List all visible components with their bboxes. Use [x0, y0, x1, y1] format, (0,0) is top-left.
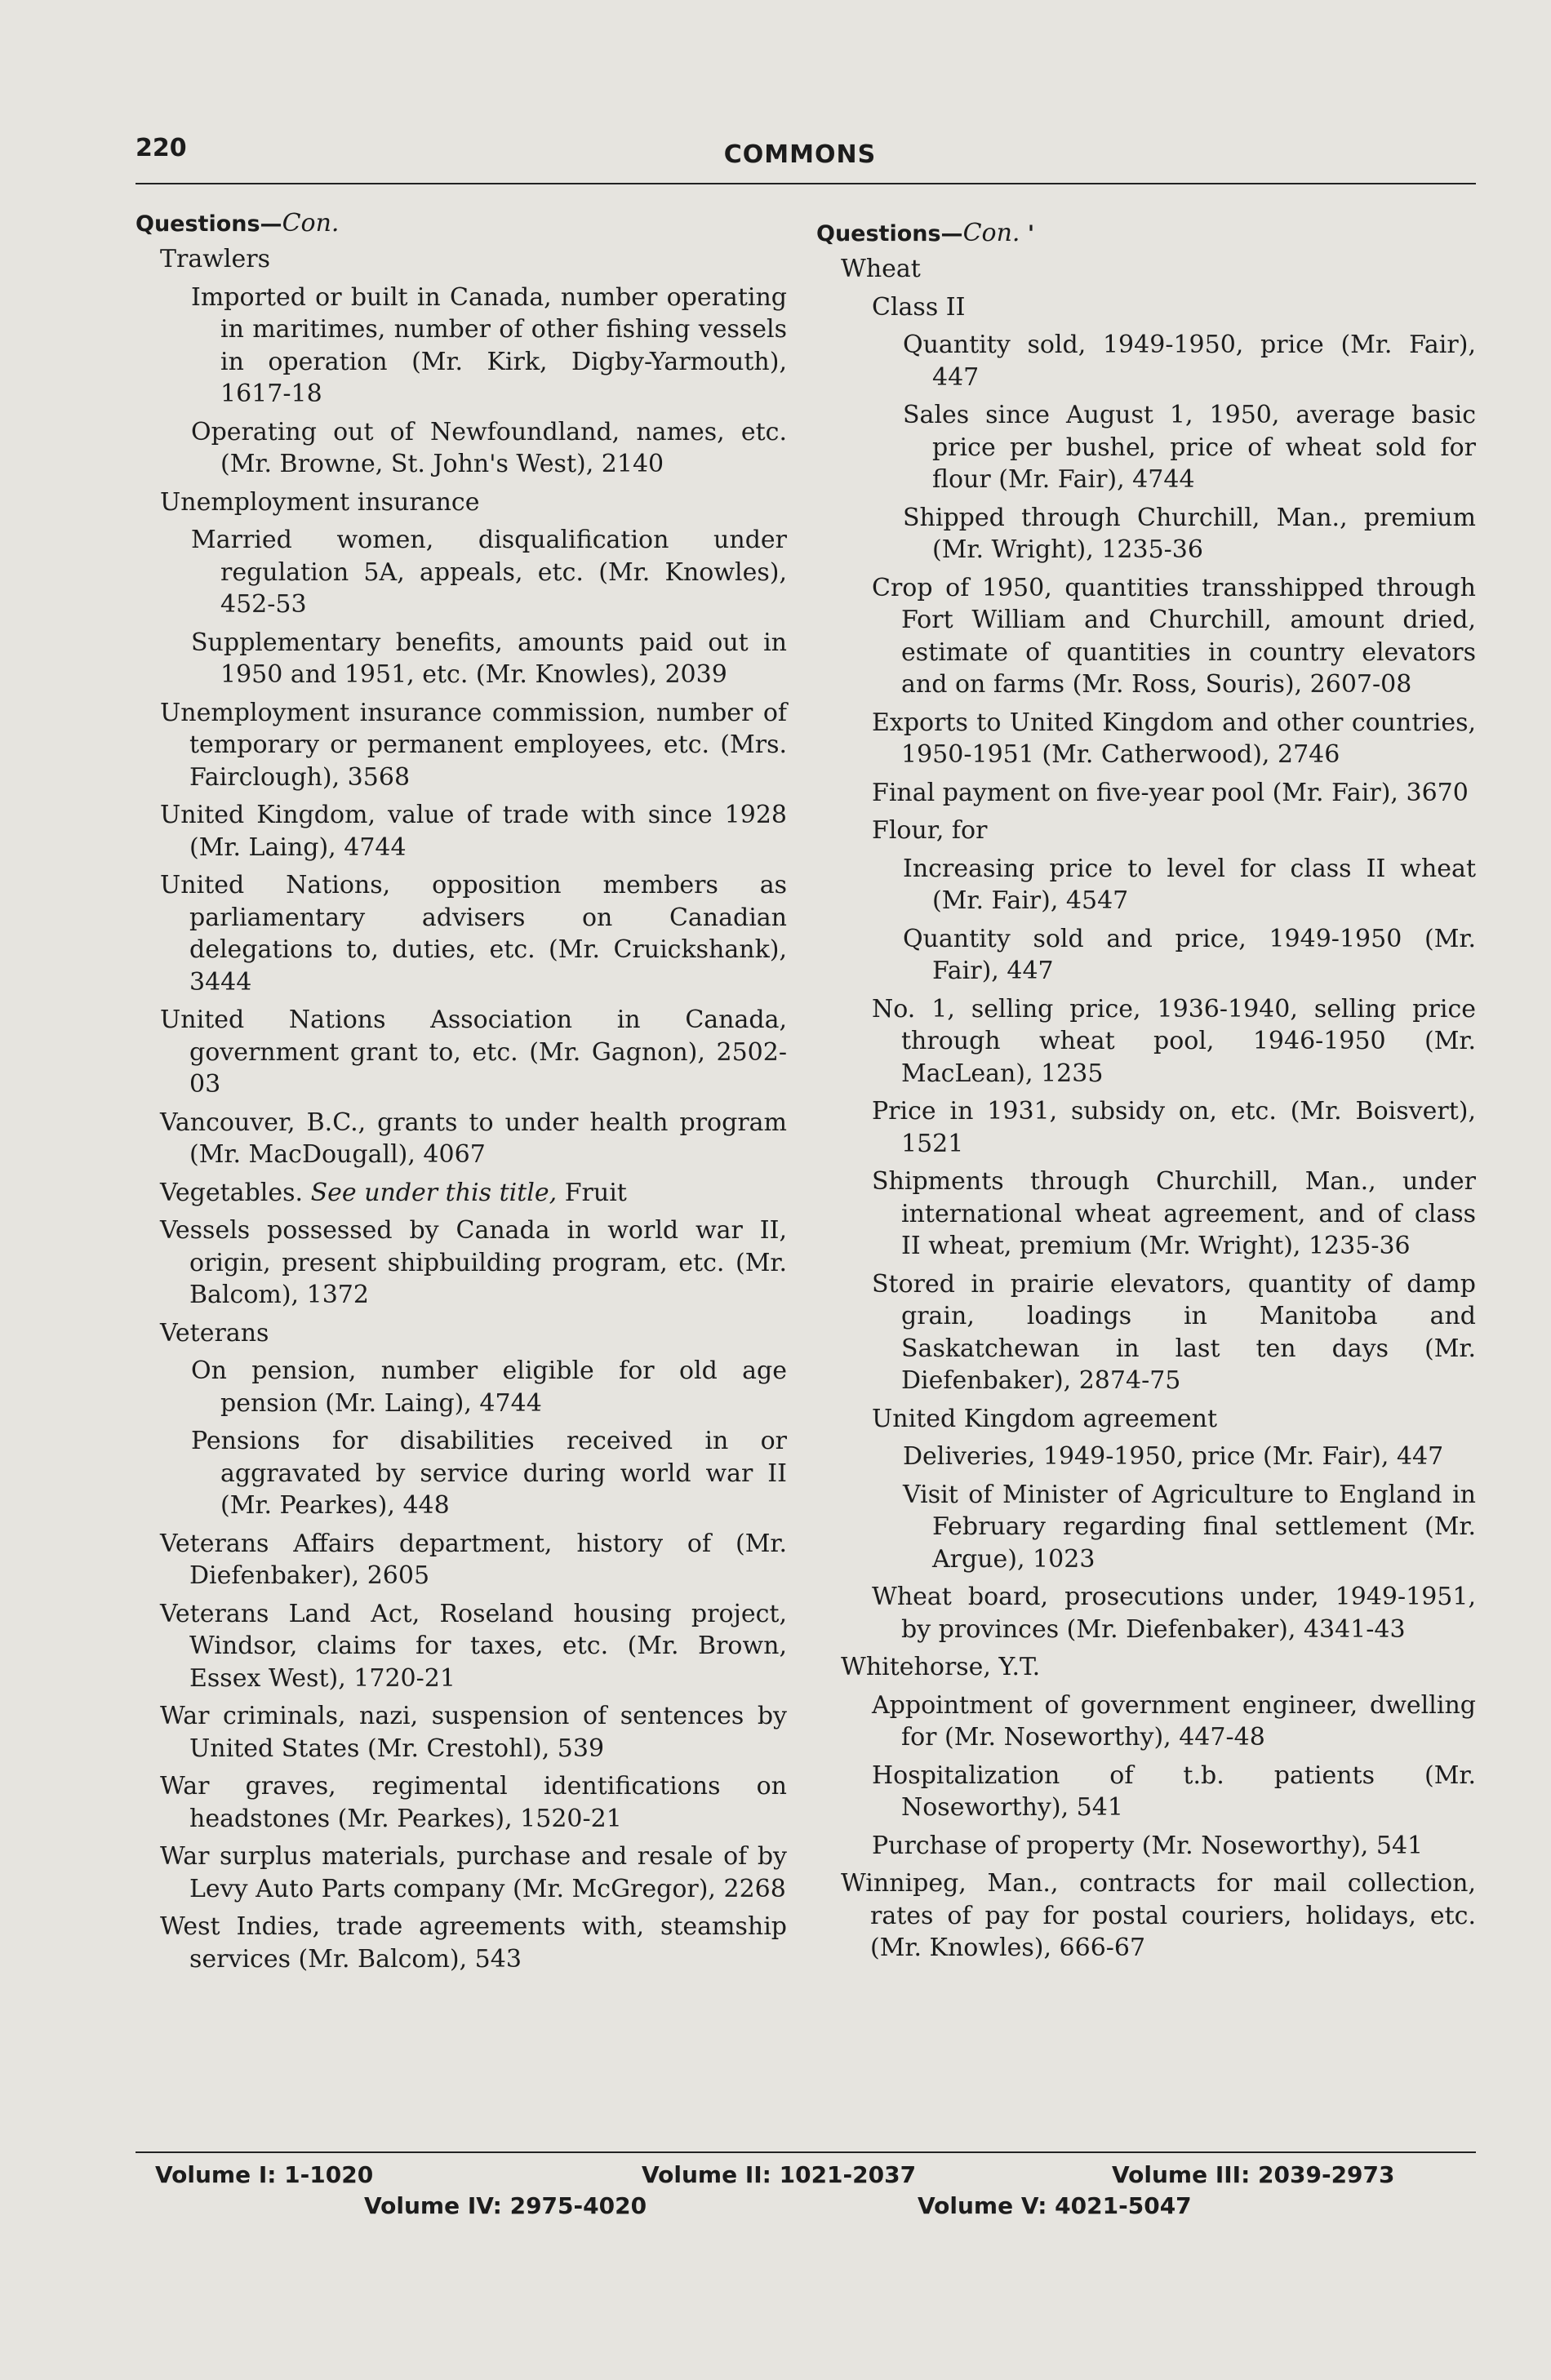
index-entry: [136, 1355, 787, 1419]
index-entry: [816, 1441, 1476, 1473]
entry-text: Veterans: [160, 1318, 269, 1348]
entry-text: Vegetables.: [160, 1178, 304, 1207]
header-rule: [136, 183, 1476, 184]
entry-text: Vancouver, B.C., grants to under health program (Mr. MacDougall), 4067: [160, 1108, 787, 1169]
index-entry: [816, 1651, 1476, 1684]
left-entry-list: [136, 243, 787, 1975]
index-entry: [816, 1268, 1476, 1397]
entry-text: Class II: [872, 292, 966, 322]
entry-text: Hospitalization of t.b. patients (Mr. Noseworthy), 541: [872, 1761, 1476, 1822]
cross-reference: See under this title,: [310, 1178, 558, 1207]
index-entry: [816, 923, 1476, 988]
column-heading: Questions—Con.: [136, 209, 340, 238]
index-entry: [136, 1700, 787, 1765]
entry-text: Veterans Affairs department, history of (Mr. Diefenbaker), 2605: [160, 1529, 787, 1590]
index-entry: [816, 502, 1476, 566]
index-entry: [816, 253, 1476, 286]
index-entry: [816, 1403, 1476, 1436]
index-entry: [816, 1479, 1476, 1576]
entry-text: Vessels possessed by Canada in world war II, origin, present shipbuilding program, etc. (Mr. Balcom), 1372: [160, 1216, 787, 1309]
entry-text: Shipped through Churchill, Man., premium (Mr. Wright), 1235-36: [903, 503, 1476, 564]
entry-text: Price in 1931, subsidy on, etc. (Mr. Boisvert), 1521: [872, 1097, 1476, 1158]
volume-4-range: Volume IV: 2975-4020: [364, 2192, 647, 2219]
entry-text: Wheat: [841, 255, 921, 283]
index-entry: [136, 869, 787, 998]
right-entry-list: [816, 253, 1476, 1965]
index-entry: [136, 1770, 787, 1835]
volume-3-range: Volume III: 2039-2973: [1112, 2161, 1395, 2188]
index-entry: [816, 1690, 1476, 1754]
index-entry: [136, 1598, 787, 1695]
entry-text: United Nations, opposition members as parliamentary advisers on Canadian delegations to, duties, etc. (Mr. Cruickshank), 3444: [160, 871, 787, 997]
entry-text: Purchase of property (Mr. Noseworthy), 541: [872, 1831, 1424, 1860]
index-entry: [816, 329, 1476, 393]
volume-5-range: Volume V: 4021-5047: [918, 2192, 1192, 2219]
index-entry: [816, 853, 1476, 917]
index-entry: [816, 993, 1476, 1090]
index-entry: [136, 1841, 787, 1905]
entry-text: Deliveries, 1949-1950, price (Mr. Fair), 447: [903, 1442, 1444, 1471]
index-entry: [136, 1317, 787, 1350]
index-entry: [136, 1528, 787, 1592]
page-number: 220: [136, 134, 187, 162]
entry-text: War graves, regimental identifications on headstones (Mr. Pearkes), 1520-21: [160, 1772, 787, 1833]
index-entry: [136, 1214, 787, 1312]
entry-text: United Kingdom, value of trade with since 1928 (Mr. Laing), 4744: [160, 801, 787, 862]
entry-text: Quantity sold and price, 1949-1950 (Mr. Fair), 447: [903, 924, 1476, 985]
entry-text: On pension, number eligible for old age pension (Mr. Laing), 4744: [191, 1357, 787, 1418]
volume-1-range: Volume I: 1-1020: [155, 2161, 374, 2188]
right-column: [816, 207, 1476, 1970]
index-entry: [136, 524, 787, 621]
entry-text: Wheat board, prosecutions under, 1949-1951, by provinces (Mr. Diefenbaker), 4341-43: [872, 1583, 1476, 1644]
index-entry: [136, 1004, 787, 1101]
entry-text: Flour, for: [872, 816, 988, 845]
index-entry: [816, 1830, 1476, 1863]
index-entry: [136, 1177, 787, 1210]
entry-text: United Nations Association in Canada, government grant to, etc. (Mr. Gagnon), 2502-03: [160, 1006, 787, 1099]
entry-text: Exports to United Kingdom and other countries, 1950-1951 (Mr. Catherwood), 2746: [872, 708, 1476, 769]
index-entry: [816, 1867, 1476, 1965]
entry-text: Operating out of Newfoundland, names, etc. (Mr. Browne, St. John's West), 2140: [191, 417, 787, 478]
entry-text: Crop of 1950, quantities transshipped through Fort William and Churchill, amount dried, estimate of quantities in country elevators and on farms (Mr. Ross, Souris), 2607-08: [872, 573, 1476, 699]
entry-text: Whitehorse, Y.T.: [841, 1653, 1041, 1681]
index-entry: [136, 416, 787, 481]
entry-text: War criminals, nazi, suspension of sentences by United States (Mr. Crestohl), 539: [160, 1702, 787, 1763]
entry-text: Visit of Minister of Agriculture to England in February regarding final settlement (Mr. Argue), 1023: [903, 1480, 1476, 1574]
index-entry: [816, 777, 1476, 810]
index-entry: [136, 1107, 787, 1171]
entry-text: United Kingdom agreement: [872, 1404, 1218, 1433]
index-entry: [136, 486, 787, 519]
footer-rule: [136, 2151, 1476, 2153]
index-entry: [816, 815, 1476, 847]
entry-text: Shipments through Churchill, Man., under international wheat agreement, and of class II wheat, premium (Mr. Wright), 1235-36: [872, 1167, 1476, 1260]
entry-text: Winnipeg, Man., contracts for mail collection, rates of pay for postal couriers, holidays, etc. (Mr. Knowles), 666-67: [841, 1869, 1476, 1962]
index-entry: [816, 1095, 1476, 1160]
entry-text: Married women, disqualification under regulation 5A, appeals, etc. (Mr. Knowles), 452-53: [191, 526, 787, 619]
entry-text: Final payment on five-year pool (Mr. Fair), 3670: [872, 778, 1469, 807]
index-entry: [816, 707, 1476, 771]
entry-text: Imported or built in Canada, number operating in maritimes, number of other fishing vessels in operation (Mr. Kirk, Digby-Yarmouth), 1617-18: [191, 282, 787, 408]
index-entry: [136, 243, 787, 276]
page-title: COMMONS: [723, 140, 877, 169]
index-entry: [816, 291, 1476, 324]
index-entry: [816, 1760, 1476, 1824]
entry-text: Trawlers: [160, 245, 270, 273]
index-entry: [136, 1425, 787, 1522]
column-heading: Questions—Con. ': [816, 219, 1035, 247]
index-entry: [136, 697, 787, 794]
entry-text: War surplus materials, purchase and resale of by Levy Auto Parts company (Mr. McGregor), 2268: [160, 1842, 787, 1903]
entry-text: Sales since August 1, 1950, average basic price per bushel, price of wheat sold for flour (Mr. Fair), 4744: [903, 401, 1476, 494]
entry-text: No. 1, selling price, 1936-1940, selling price through wheat pool, 1946-1950 (Mr. MacLean), 1235: [872, 994, 1476, 1088]
entry-text: Unemployment insurance commission, number of temporary or permanent employees, etc. (Mrs. Fairclough), 3568: [160, 698, 787, 792]
entry-text: Unemployment insurance: [160, 487, 480, 517]
entry-text: Quantity sold, 1949-1950, price (Mr. Fair), 447: [903, 331, 1476, 392]
index-entry: [816, 1166, 1476, 1263]
entry-text: West Indies, trade agreements with, steamship services (Mr. Balcom), 543: [160, 1912, 787, 1974]
index-entry: [816, 399, 1476, 496]
entry-text: Veterans Land Act, Roseland housing project, Windsor, claims for taxes, etc. (Mr. Brown, Essex West), 1720-21: [160, 1599, 787, 1693]
entry-text: Pensions for disabilities received in or aggravated by service during world war II (Mr. Pearkes), 448: [191, 1427, 787, 1520]
index-entry: [136, 799, 787, 864]
entry-text: Stored in prairie elevators, quantity of damp grain, loadings in Manitoba and Saskatchewan in last ten days (Mr. Diefenbaker), 2874-75: [872, 1269, 1476, 1395]
entry-text: Supplementary benefits, amounts paid out in 1950 and 1951, etc. (Mr. Knowles), 2039: [191, 628, 787, 689]
left-column: [136, 207, 787, 1981]
index-entry: [136, 1911, 787, 1975]
index-entry: [816, 572, 1476, 701]
entry-text: Increasing price to level for class II wheat (Mr. Fair), 4547: [903, 854, 1476, 915]
index-entry: [136, 627, 787, 691]
index-entry: [136, 282, 787, 411]
index-entry: [816, 1581, 1476, 1645]
entry-text: Appointment of government engineer, dwelling for (Mr. Noseworthy), 447-48: [872, 1690, 1476, 1752]
volume-2-range: Volume II: 1021-2037: [642, 2161, 917, 2188]
cross-reference-target: Fruit: [564, 1178, 627, 1207]
